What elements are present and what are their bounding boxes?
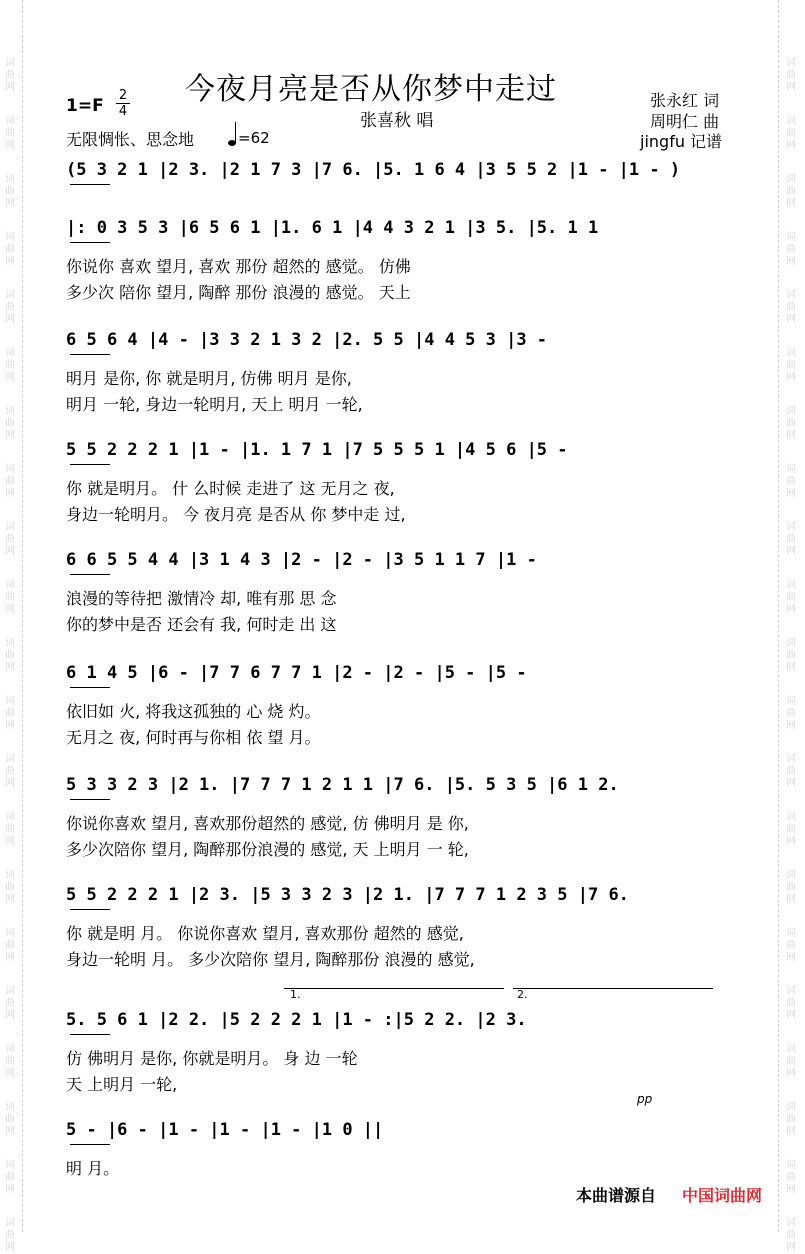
watermark-char: 曲 (786, 418, 796, 429)
watermark-char: 词 (5, 1102, 15, 1113)
watermark-stamp (3, 928, 17, 964)
watermark-char: 网 (5, 662, 15, 673)
watermark-char: 网 (786, 894, 796, 905)
key-signature: 1=F (66, 96, 104, 116)
lyrics-verse-2: 无月之 夜, 何时再与你相 依 望 月。 (66, 728, 321, 747)
lyrics-verse-1: 你说你喜欢 望月, 喜欢那份超然的 感觉, 仿 佛明月 是 你, (66, 814, 469, 833)
watermark-char: 曲 (5, 534, 15, 545)
time-signature-bottom: 4 (118, 104, 128, 119)
lyrics-verse-1: 你说你 喜欢 望月, 喜欢 那份 超然的 感觉。 仿佛 (66, 257, 411, 276)
watermark-char: 曲 (5, 244, 15, 255)
watermark-stamp (3, 1160, 17, 1196)
watermark-char: 词 (786, 406, 796, 417)
watermark-char: 网 (5, 1010, 15, 1021)
watermark-char: 词 (5, 986, 15, 997)
footer-source-label: 本曲谱源自 (576, 1186, 657, 1205)
watermark-char: 词 (786, 580, 796, 591)
watermark-char: 词 (5, 58, 15, 69)
watermark-char: 词 (786, 696, 796, 707)
watermark-stamp (784, 406, 798, 442)
watermark-char: 词 (786, 58, 796, 69)
watermark-char: 网 (786, 662, 796, 673)
watermark-char: 网 (786, 488, 796, 499)
watermark-stamp (3, 638, 17, 674)
watermark-char: 词 (5, 870, 15, 881)
watermark-char: 网 (5, 1126, 15, 1137)
watermark-char: 词 (5, 928, 15, 939)
watermark-char: 曲 (5, 998, 15, 1009)
watermark-char: 词 (5, 1160, 15, 1171)
watermark-char: 词 (786, 174, 796, 185)
watermark-stamp (784, 290, 798, 326)
watermark-char: 词 (786, 754, 796, 765)
watermark-char: 网 (786, 1126, 796, 1137)
watermark-char: 曲 (786, 708, 796, 719)
watermark-char: 词 (786, 1160, 796, 1171)
watermark-char: 网 (786, 430, 796, 441)
watermark-char: 曲 (786, 1114, 796, 1125)
watermark-stamp (3, 812, 17, 848)
notation-line: 5 - |6 - |1 - |1 - |1 - |1 0 || (66, 1120, 384, 1140)
lyrics-verse-1: 浪漫的等待把 激情冷 却, 唯有那 思 念 (66, 589, 337, 608)
watermark-stamp (784, 986, 798, 1022)
watermark-char: 网 (5, 720, 15, 731)
watermark-stamp (784, 116, 798, 152)
watermark-stamp (3, 58, 17, 94)
lyrics-verse-1: 依旧如 火, 将我这孤独的 心 烧 灼。 (66, 702, 321, 721)
watermark-stamp (784, 870, 798, 906)
beam-underline (70, 1144, 110, 1145)
watermark-stamp (784, 1044, 798, 1080)
watermark-char: 网 (5, 1242, 15, 1253)
watermark-char: 曲 (5, 70, 15, 81)
watermark-stamp (784, 580, 798, 616)
notation-line: 5 3 3 2 3 |2 1. |7 7 7 1 2 1 1 |7 6. |5. 5 3 5 |6 1 2. (66, 775, 619, 795)
watermark-char: 曲 (786, 70, 796, 81)
watermark-char: 词 (5, 696, 15, 707)
watermark-char: 网 (786, 778, 796, 789)
beam-underline (70, 184, 110, 185)
watermark-char: 网 (5, 952, 15, 963)
time-signature-top: 2 (118, 88, 128, 103)
watermark-stamp (784, 638, 798, 674)
notation-line: 5 5 2 2 2 1 |1 - |1. 1 7 1 |7 5 5 5 1 |4 5 6 |5 - (66, 440, 568, 460)
beam-underline (70, 799, 110, 800)
watermark-char: 网 (5, 546, 15, 557)
watermark-stamp (3, 174, 17, 210)
lyrics-verse-2: 多少次 陪你 望月, 陶醉 那份 浪漫的 感觉。 天上 (66, 283, 411, 302)
watermark-stamp (784, 1218, 798, 1254)
notation-line: 5. 5 6 1 |2 2. |5 2 2 2 1 |1 - :|5 2 2. |2 3. (66, 1010, 527, 1030)
watermark-char: 词 (786, 232, 796, 243)
watermark-char: 词 (786, 928, 796, 939)
watermark-char: 曲 (786, 592, 796, 603)
watermark-char: 网 (786, 1184, 796, 1195)
notation-line: 6 1 4 5 |6 - |7 7 6 7 7 1 |2 - |2 - |5 - |5 - (66, 663, 527, 683)
watermark-char: 网 (5, 1184, 15, 1195)
watermark-char: 网 (5, 140, 15, 151)
watermark-char: 曲 (5, 302, 15, 313)
watermark-stamp (3, 754, 17, 790)
lyrics-verse-2: 天 上明月 一轮, (66, 1075, 178, 1094)
watermark-char: 词 (5, 754, 15, 765)
right-border-line (778, 0, 779, 1232)
watermark-char: 网 (786, 952, 796, 963)
volta-second-bracket (513, 988, 713, 989)
watermark-char: 曲 (786, 186, 796, 197)
quarter-note-icon (228, 122, 236, 146)
watermark-char: 网 (5, 82, 15, 93)
watermark-char: 词 (786, 986, 796, 997)
watermark-char: 曲 (786, 766, 796, 777)
watermark-char: 网 (786, 836, 796, 847)
watermark-stamp (3, 116, 17, 152)
watermark-stamp (784, 754, 798, 790)
watermark-stamp (784, 58, 798, 94)
watermark-char: 曲 (5, 476, 15, 487)
lyrics-verse-1: 仿 佛明月 是你, 你就是明月。 身 边 一轮 (66, 1049, 358, 1068)
watermark-stamp (3, 522, 17, 558)
watermark-char: 曲 (786, 1172, 796, 1183)
watermark-char: 词 (5, 406, 15, 417)
watermark-char: 网 (786, 256, 796, 267)
watermark-stamp (3, 580, 17, 616)
watermark-char: 网 (786, 82, 796, 93)
song-title: 今夜月亮是否从你梦中走过 (185, 72, 557, 107)
transcriber-credit: jingfu 记谱 (640, 132, 723, 151)
watermark-char: 曲 (786, 534, 796, 545)
watermark-char: 词 (5, 580, 15, 591)
watermark-char: 曲 (5, 592, 15, 603)
watermark-char: 曲 (5, 708, 15, 719)
watermark-char: 词 (786, 1044, 796, 1055)
watermark-char: 曲 (5, 186, 15, 197)
watermark-char: 曲 (786, 128, 796, 139)
watermark-char: 曲 (5, 1172, 15, 1183)
watermark-char: 网 (786, 198, 796, 209)
watermark-char: 网 (5, 836, 15, 847)
watermark-char: 曲 (5, 882, 15, 893)
watermark-char: 网 (786, 604, 796, 615)
watermark-stamp (784, 812, 798, 848)
notation-line: 5 5 2 2 2 1 |2 3. |5 3 3 2 3 |2 1. |7 7 7 1 2 3 5 |7 6. (66, 885, 629, 905)
beam-underline (70, 687, 110, 688)
watermark-char: 曲 (5, 1056, 15, 1067)
watermark-char: 曲 (786, 650, 796, 661)
beam-underline (70, 242, 110, 243)
lyrics-verse-2: 身边一轮明 月。 多少次陪你 望月, 陶醉那份 浪漫的 感觉, (66, 950, 475, 969)
watermark-char: 网 (5, 198, 15, 209)
watermark-char: 曲 (786, 940, 796, 951)
lyricist-credit: 张永红 词 (650, 91, 720, 110)
lyrics-verse-1: 明月 是你, 你 就是明月, 仿佛 明月 是你, (66, 369, 352, 388)
watermark-char: 曲 (786, 998, 796, 1009)
watermark-char: 曲 (5, 418, 15, 429)
watermark-char: 网 (786, 1068, 796, 1079)
watermark-stamp (3, 348, 17, 384)
watermark-stamp (3, 1044, 17, 1080)
watermark-char: 词 (5, 1044, 15, 1055)
watermark-char: 词 (5, 638, 15, 649)
watermark-stamp (784, 1160, 798, 1196)
watermark-char: 曲 (5, 766, 15, 777)
volta-first-ending: 1. (290, 988, 301, 1001)
watermark-char: 网 (5, 372, 15, 383)
watermark-stamp (3, 464, 17, 500)
watermark-char: 词 (5, 348, 15, 359)
volta-first-bracket (284, 988, 504, 989)
watermark-char: 词 (5, 1218, 15, 1229)
watermark-char: 词 (786, 116, 796, 127)
tempo-value: =62 (238, 129, 270, 147)
beam-underline (70, 1034, 110, 1035)
watermark-stamp (784, 232, 798, 268)
singer-credit: 张喜秋 唱 (360, 111, 434, 131)
notation-line: (5 3 2 1 |2 3. |2 1 7 3 |7 6. |5. 1 6 4 |3 5 5 2 |1 - |1 - ) (66, 160, 681, 180)
watermark-char: 词 (786, 870, 796, 881)
watermark-stamp (3, 870, 17, 906)
watermark-char: 曲 (5, 824, 15, 835)
tempo-marking: 无限惆怅、思念地 (66, 130, 195, 149)
watermark-char: 网 (5, 256, 15, 267)
lyrics-verse-1: 你 就是明 月。 你说你喜欢 望月, 喜欢那份 超然的 感觉, (66, 924, 464, 943)
volta-second-ending: 2. (517, 988, 528, 1001)
watermark-char: 曲 (5, 1230, 15, 1241)
watermark-stamp (784, 174, 798, 210)
watermark-char: 词 (5, 174, 15, 185)
watermark-stamp (784, 928, 798, 964)
watermark-char: 网 (5, 894, 15, 905)
watermark-char: 词 (5, 116, 15, 127)
watermark-char: 曲 (786, 244, 796, 255)
left-border-line (22, 0, 23, 1232)
watermark-char: 曲 (5, 650, 15, 661)
watermark-stamp (784, 464, 798, 500)
watermark-char: 词 (786, 290, 796, 301)
watermark-stamp (784, 348, 798, 384)
watermark-char: 网 (5, 488, 15, 499)
watermark-stamp (784, 696, 798, 732)
watermark-char: 网 (786, 1010, 796, 1021)
watermark-stamp (784, 1102, 798, 1138)
watermark-char: 词 (5, 522, 15, 533)
watermark-char: 网 (786, 314, 796, 325)
watermark-char: 网 (786, 720, 796, 731)
beam-underline (70, 909, 110, 910)
watermark-char: 词 (786, 348, 796, 359)
beam-underline (70, 354, 110, 355)
watermark-char: 曲 (786, 302, 796, 313)
watermark-char: 词 (5, 464, 15, 475)
watermark-char: 曲 (786, 476, 796, 487)
watermark-char: 词 (786, 464, 796, 475)
notation-line: 6 6 5 5 4 4 |3 1 4 3 |2 - |2 - |3 5 1 1 7 |1 - (66, 550, 537, 570)
time-signature (116, 88, 130, 119)
watermark-stamp (3, 986, 17, 1022)
lyrics-verse-2: 多少次陪你 望月, 陶醉那份浪漫的 感觉, 天 上明月 一 轮, (66, 840, 469, 859)
watermark-char: 网 (5, 604, 15, 615)
watermark-char: 网 (786, 372, 796, 383)
watermark-char: 网 (5, 430, 15, 441)
watermark-char: 曲 (5, 940, 15, 951)
watermark-char: 网 (786, 546, 796, 557)
watermark-char: 网 (5, 1068, 15, 1079)
footer-brand: 中国词曲网 (682, 1186, 763, 1205)
lyrics-verse-2: 你的梦中是否 还会有 我, 何时走 出 这 (66, 615, 337, 634)
watermark-char: 词 (786, 522, 796, 533)
lyrics-verse-2: 明月 一轮, 身边一轮明月, 天上 明月 一轮, (66, 395, 363, 414)
watermark-char: 曲 (786, 1056, 796, 1067)
composer-credit: 周明仁 曲 (650, 112, 720, 131)
watermark-char: 曲 (5, 128, 15, 139)
watermark-stamp (784, 522, 798, 558)
lyrics-verse-2: 身边一轮明月。 今 夜月亮 是否从 你 梦中走 过, (66, 505, 406, 524)
watermark-char: 词 (5, 290, 15, 301)
watermark-char: 词 (786, 638, 796, 649)
watermark-char: 曲 (786, 360, 796, 371)
watermark-stamp (3, 696, 17, 732)
watermark-stamp (3, 290, 17, 326)
watermark-char: 网 (5, 778, 15, 789)
watermark-char: 曲 (786, 882, 796, 893)
notation-line: 6 5 6 4 |4 - |3 3 2 1 3 2 |2. 5 5 |4 4 5 3 |3 - (66, 330, 548, 350)
watermark-stamp (3, 406, 17, 442)
watermark-char: 曲 (786, 824, 796, 835)
watermark-stamp (3, 232, 17, 268)
lyrics-verse-1: 你 就是明月。 什 么时候 走进了 这 无月之 夜, (66, 479, 395, 498)
watermark-char: 词 (786, 1218, 796, 1229)
watermark-char: 曲 (786, 1230, 796, 1241)
watermark-stamp (3, 1218, 17, 1254)
watermark-char: 词 (5, 812, 15, 823)
notation-line: |: 0 3 5 3 |6 5 6 1 |1. 6 1 |4 4 3 2 1 |3 5. |5. 1 1 (66, 218, 599, 238)
dynamic-marking: pp (637, 1092, 653, 1106)
watermark-stamp (3, 1102, 17, 1138)
beam-underline (70, 574, 110, 575)
beam-underline (70, 464, 110, 465)
watermark-char: 网 (786, 140, 796, 151)
watermark-char: 曲 (5, 360, 15, 371)
lyrics-verse-1: 明 月。 (66, 1159, 120, 1178)
watermark-char: 词 (786, 1102, 796, 1113)
watermark-char: 词 (5, 232, 15, 243)
watermark-char: 词 (786, 812, 796, 823)
watermark-char: 网 (786, 1242, 796, 1253)
watermark-char: 网 (5, 314, 15, 325)
watermark-char: 曲 (5, 1114, 15, 1125)
